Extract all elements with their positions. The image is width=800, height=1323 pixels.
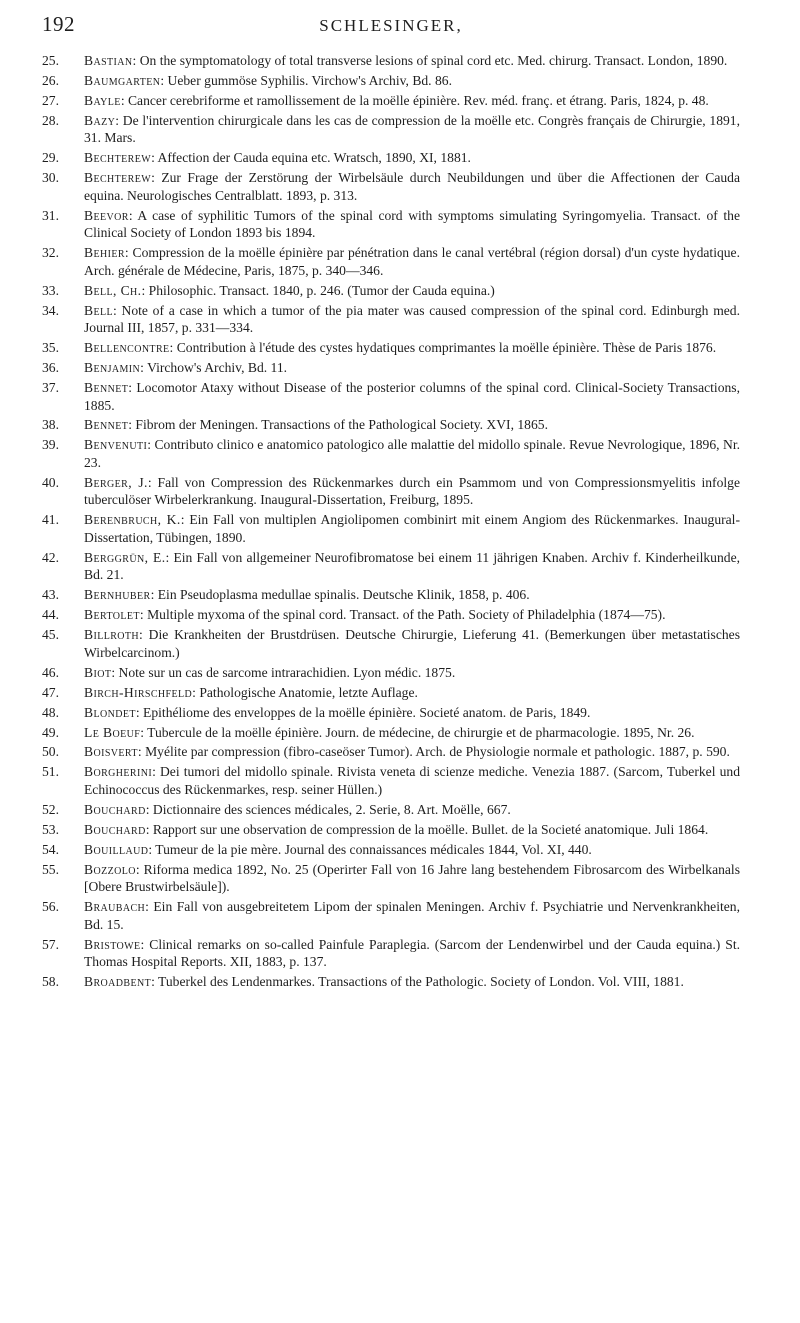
- entry-number: 58.: [42, 974, 59, 990]
- entry-body: [84, 936, 740, 971]
- entry-text: : Clinical remarks on so-called Painfule Paraplegia. (Sarcom der Lendenwirbel und der Cauda equina.) St. Thomas Hospital Reports. XII, 1883, p. 137.: [84, 936, 740, 970]
- entry-body: [84, 72, 740, 90]
- entry-author: Bristowe: [84, 936, 141, 952]
- entry-author: Baumgarten: [84, 72, 161, 88]
- entry-text: : Philosophic. Transact. 1840, p. 246. (Tumor der Cauda equina.): [141, 282, 495, 298]
- entry-text: : Tumeur de la pie mère. Journal des connaissances médicales 1844, Vol. XI, 440.: [148, 841, 592, 857]
- entry-number: 30.: [42, 170, 59, 186]
- entry-body: [84, 436, 740, 471]
- entry-author: Berggrün, E.: [84, 549, 166, 565]
- bibliography-entry: [42, 821, 740, 839]
- entry-text: : Note sur un cas de sarcome intrarachidien. Lyon médic. 1875.: [111, 664, 456, 680]
- bibliography-entry: [42, 169, 740, 204]
- entry-number: 49.: [42, 724, 59, 740]
- entry-body: [84, 379, 740, 414]
- entry-body: [84, 821, 740, 839]
- entry-body: [84, 743, 740, 761]
- bibliography-entry: [42, 973, 740, 991]
- running-head: SCHLESINGER,: [319, 16, 463, 35]
- bibliography-entry: [42, 861, 740, 896]
- entry-author: Bouchard: [84, 821, 146, 837]
- page-header: [42, 12, 740, 46]
- bibliography-entry: [42, 704, 740, 722]
- entry-text: : A case of syphilitic Tumors of the spinal cord with symptoms simulating Syringomyelia. Transact. of the Clinical Society of London 1893 bis 1894.: [84, 207, 740, 241]
- entry-number: 52.: [42, 801, 59, 817]
- entry-text: : Cancer cerebriforme et ramollissement de la moëlle épinière. Rev. méd. franç. et étrang. Paris, 1824, p. 48.: [120, 92, 709, 108]
- entry-author: Bennet: [84, 379, 129, 395]
- entry-text: : Pathologische Anatomie, letzte Auflage.: [192, 684, 418, 700]
- entry-text: : Myélite par compression (fibro-caseöser Tumor). Arch. de Physiologie normale et pathologic. 1887, p. 590.: [137, 744, 730, 760]
- entry-body: [84, 92, 740, 110]
- entry-text: : Contribution à l'étude des cystes hydatiques comprimantes la moëlle épinière. Thèse de Paris 1876.: [169, 340, 717, 356]
- entry-author: Braubach: [84, 899, 146, 915]
- bibliography-entry: [42, 416, 740, 434]
- bibliography-entry: [42, 684, 740, 702]
- entry-text: : De l'intervention chirurgicale dans les cas de compression de la moëlle etc. Congrès français de Chirurgie, 1891, 31. Mars.: [84, 112, 740, 146]
- entry-number: 54.: [42, 841, 59, 857]
- bibliography-entry: [42, 436, 740, 471]
- entry-author: Behier: [84, 245, 125, 261]
- entry-author: Bouchard: [84, 801, 146, 817]
- bibliography-entry: [42, 92, 740, 110]
- bibliography-entry: [42, 586, 740, 604]
- entry-text: : Tubercule de la moëlle épinière. Journ. de médecine, de chirurgie et de pharmacologie. 1895, Nr. 26.: [140, 724, 695, 740]
- entry-author: Bennet: [84, 417, 129, 433]
- entry-body: [84, 244, 740, 279]
- entry-number: 26.: [42, 72, 59, 88]
- entry-number: 29.: [42, 150, 59, 166]
- entry-number: 48.: [42, 704, 59, 720]
- entry-author: Bastian: [84, 53, 133, 68]
- entry-body: [84, 207, 740, 242]
- entry-body: [84, 302, 740, 337]
- entry-number: 43.: [42, 587, 59, 603]
- entry-text: : Compression de la moëlle épinière par pénétration dans le canal vertébral (région dorsal) d'un cyste hydatique. Arch. générale de Médecine, Paris, 1875, p. 340—346.: [84, 245, 740, 278]
- entry-number: 37.: [42, 379, 59, 395]
- entry-number: 53.: [42, 821, 59, 837]
- entry-body: [84, 169, 740, 204]
- entry-author: Berenbruch, K.: [84, 512, 181, 528]
- entry-author: Bouillaud: [84, 841, 149, 857]
- entry-number: 55.: [42, 861, 59, 877]
- entry-text: : Rapport sur une observation de compression de la moëlle. Bullet. de la Societé anatomique. Juli 1864.: [145, 821, 709, 837]
- entry-body: [84, 801, 740, 819]
- entry-text: : Riforma medica 1892, No. 25 (Operirter Fall von 16 Jahre lang bestehendem Fibrosarcom des Wirbelkanals [Obere Brustwirbelsäule]).: [84, 861, 740, 895]
- bibliography-entry: [42, 112, 740, 147]
- entry-body: [84, 416, 740, 434]
- entry-number: 50.: [42, 744, 59, 760]
- entry-number: 33.: [42, 282, 59, 298]
- entry-body: [84, 52, 740, 70]
- entry-body: [84, 898, 740, 933]
- bibliography-entry: [42, 743, 740, 761]
- entry-author: Bazy: [84, 112, 116, 128]
- entry-body: [84, 724, 740, 742]
- entry-author: Borgherini: [84, 764, 153, 780]
- entry-text: : Ein Fall von allgemeiner Neurofibromatose bei einem 11 jährigen Knaben. Archiv f. Kinderheilkunde, Bd. 21.: [84, 549, 740, 583]
- entry-number: 36.: [42, 360, 59, 376]
- entry-body: [84, 841, 740, 859]
- entry-number: 32.: [42, 245, 59, 261]
- entry-author: Birch-Hirschfeld: [84, 684, 193, 700]
- entry-body: [84, 606, 740, 624]
- entry-number: 56.: [42, 899, 59, 915]
- entry-author: Billroth: [84, 627, 140, 643]
- entry-number: 45.: [42, 627, 59, 643]
- bibliography-entry: [42, 511, 740, 546]
- entry-number: 42.: [42, 549, 59, 565]
- bibliography-entry: [42, 606, 740, 624]
- entry-number: 40.: [42, 474, 59, 490]
- entry-text: : Ueber gummöse Syphilis. Virchow's Archiv, Bd. 86.: [160, 72, 452, 88]
- entry-body: [84, 861, 740, 896]
- entry-author: Berger, J.: [84, 474, 148, 490]
- entry-text: : Dei tumori del midollo spinale. Rivista veneta di scienze mediche. Venezia 1887. (Sarcom, Tuberkel und Echinococcus des Rückenmarkes, resp. seiner Hüllen.): [84, 764, 740, 797]
- entry-body: [84, 704, 740, 722]
- entry-author: Bayle: [84, 92, 121, 108]
- entry-author: Bertolet: [84, 607, 140, 623]
- entry-body: [84, 763, 740, 798]
- bibliography-entry: [42, 207, 740, 242]
- entry-body: [84, 149, 740, 167]
- entry-body: [84, 339, 740, 357]
- entry-number: 57.: [42, 936, 59, 952]
- bibliography-entry: [42, 52, 740, 70]
- entry-text: : Note of a case in which a tumor of the pia mater was caused compression of the spinal cord. Edinburgh med. Journal III, 1857, p. 331—334.: [84, 302, 740, 336]
- entry-text: : Virchow's Archiv, Bd. 11.: [140, 360, 288, 376]
- bibliography-list: [42, 52, 740, 991]
- entry-number: 25.: [42, 53, 59, 68]
- entry-number: 47.: [42, 684, 59, 700]
- bibliography-entry: [42, 379, 740, 414]
- entry-author: Blondet: [84, 704, 136, 720]
- entry-author: Bernhuber: [84, 587, 151, 603]
- bibliography-entry: [42, 801, 740, 819]
- entry-number: 28.: [42, 112, 59, 128]
- bibliography-entry: [42, 474, 740, 509]
- entry-author: Benvenuti: [84, 437, 148, 453]
- entry-number: 31.: [42, 207, 59, 223]
- entry-number: 46.: [42, 664, 59, 680]
- entry-author: Boisvert: [84, 744, 138, 760]
- entry-author: Le Boeuf: [84, 724, 141, 740]
- entry-text: : Die Krankheiten der Brustdrüsen. Deutsche Chirurgie, Lieferung 41. (Bemerkungen über metastatisches Wirbelcarcinom.): [84, 627, 740, 660]
- bibliography-entry: [42, 898, 740, 933]
- entry-number: 34.: [42, 302, 59, 318]
- bibliography-entry: [42, 302, 740, 337]
- entry-body: [84, 112, 740, 147]
- entry-body: [84, 684, 740, 702]
- entry-number: 44.: [42, 607, 59, 623]
- entry-author: Bozzolo: [84, 861, 136, 877]
- bibliography-entry: [42, 72, 740, 90]
- entry-author: Broadbent: [84, 974, 152, 990]
- entry-text: : Epithéliome des enveloppes de la moëlle épinière. Societé anatom. de Paris, 1849.: [135, 704, 591, 720]
- entry-number: 51.: [42, 764, 59, 780]
- entry-author: Bellencontre: [84, 340, 170, 356]
- bibliography-entry: [42, 664, 740, 682]
- entry-number: 27.: [42, 92, 59, 108]
- entry-author: Bell: [84, 302, 113, 318]
- entry-text: : Contributo clinico e anatomico patologico alle malattie del midollo spinale. Revue Nevrologique, 1896, Nr. 23.: [84, 437, 740, 470]
- entry-text: : Dictionnaire des sciences médicales, 2. Serie, 8. Art. Moëlle, 667.: [145, 801, 511, 817]
- entry-body: [84, 282, 740, 300]
- entry-body: [84, 664, 740, 682]
- entry-text: : Locomotor Ataxy without Disease of the posterior columns of the spinal cord. Clinical-Society Transactions, 1885.: [84, 379, 740, 413]
- entry-text: : Fibrom der Meningen. Transactions of the Pathological Society. XVI, 1865.: [128, 417, 548, 433]
- entry-number: 35.: [42, 340, 59, 356]
- entry-body: [84, 474, 740, 509]
- bibliography-entry: [42, 936, 740, 971]
- entry-text: : Ein Pseudoplasma medullae spinalis. Deutsche Klinik, 1858, p. 406.: [150, 587, 530, 603]
- entry-author: Bechterew: [84, 150, 152, 166]
- entry-author: Benjamin: [84, 360, 141, 376]
- entry-text: : Affection der Cauda equina etc. Wratsch, 1890, XI, 1881.: [151, 150, 471, 166]
- entry-number: 39.: [42, 437, 59, 453]
- entry-author: Beevor: [84, 207, 129, 223]
- entry-body: [84, 511, 740, 546]
- bibliography-entry: [42, 626, 740, 661]
- bibliography-entry: [42, 841, 740, 859]
- entry-text: : Tuberkel des Lendenmarkes. Transactions of the Pathologic. Society of London. Vol. VIII, 1881.: [151, 974, 684, 990]
- entry-text: : Multiple myxoma of the spinal cord. Transact. of the Path. Society of Philadelphia (1874—75).: [139, 607, 666, 623]
- bibliography-entry: [42, 149, 740, 167]
- entry-number: 41.: [42, 512, 59, 528]
- entry-body: [84, 626, 740, 661]
- entry-text: : Ein Fall von multiplen Angiolipomen combinirt mit einem Angiom des Rückenmarkes. Inaugural-Dissertation, Tübingen, 1890.: [84, 512, 740, 545]
- entry-author: Biot: [84, 664, 112, 680]
- entry-body: [84, 586, 740, 604]
- entry-number: 38.: [42, 417, 59, 433]
- bibliography-entry: [42, 244, 740, 279]
- entry-text: : Zur Frage der Zerstörung der Wirbelsäule durch Neubildungen und über die Affectionen der Cauda equina. Neurologisches Centralblatt. 1893, p. 313.: [84, 170, 740, 203]
- entry-body: [84, 973, 740, 991]
- entry-text: : On the symptomatology of total transverse lesions of spinal cord etc. Med. chirurg. Transact. London, 1890.: [132, 53, 728, 68]
- bibliography-entry: [42, 282, 740, 300]
- entry-body: [84, 359, 740, 377]
- entry-text: : Ein Fall von ausgebreitetem Lipom der spinalen Meningen. Archiv f. Psychiatrie und Nervenkrankheiten, Bd. 15.: [84, 899, 740, 932]
- entry-text: : Fall von Compression des Rückenmarkes durch ein Psammom und von Compressionsmyelitis infolge tuberculöser Wirbelerkrankung. Inaugural-Dissertation, Freiburg, 1895.: [84, 474, 740, 508]
- bibliography-entry: [42, 339, 740, 357]
- entry-author: Bell, Ch.: [84, 282, 142, 298]
- bibliography-entry: [42, 724, 740, 742]
- bibliography-entry: [42, 763, 740, 798]
- entry-body: [84, 549, 740, 584]
- page-number: 192: [42, 12, 75, 36]
- bibliography-entry: [42, 359, 740, 377]
- bibliography-entry: [42, 549, 740, 584]
- entry-author: Bechterew: [84, 170, 152, 186]
